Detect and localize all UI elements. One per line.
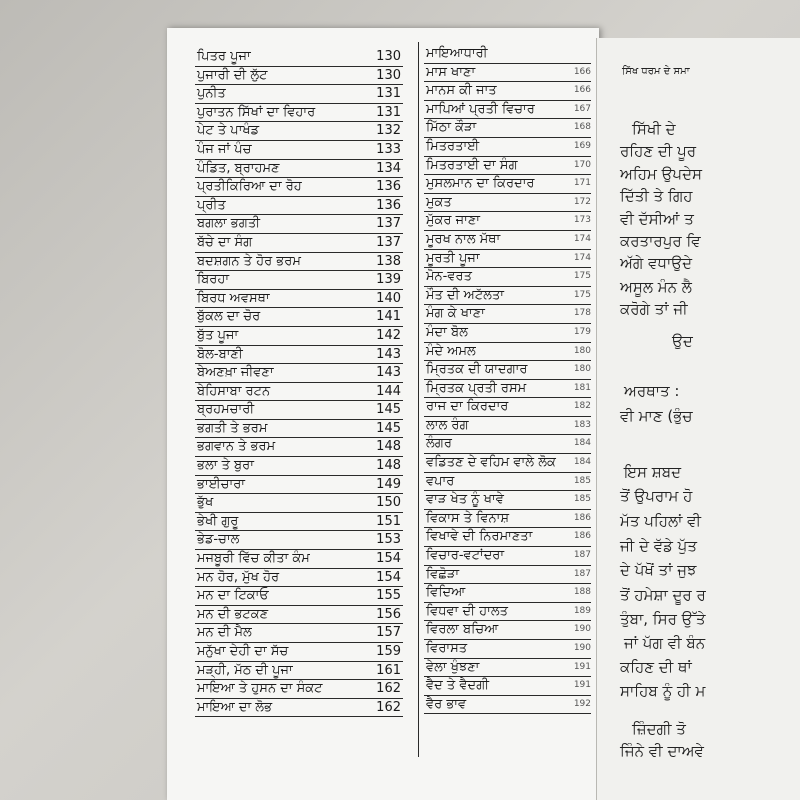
facing-page-line: ਜ਼ਿੰਦਗੀ ਤੋ — [632, 720, 686, 738]
toc-entry-page: 168 — [573, 122, 591, 133]
toc-entry — [424, 157, 591, 176]
toc-entry — [424, 305, 591, 324]
toc-entry — [424, 454, 591, 473]
toc-entry — [195, 253, 403, 272]
toc-entry-page: 150 — [376, 495, 401, 511]
toc-entry-page: 131 — [376, 104, 401, 120]
toc-entry-page: 141 — [376, 309, 401, 325]
toc-entry-title: ਮਾਇਆ ਦਾ ਲੋਭ — [197, 699, 273, 715]
toc-entry-title: ਵਿਕਾਸ ਤੇ ਵਿਨਾਸ਼ — [426, 510, 509, 526]
toc-entry-page: 167 — [573, 103, 591, 114]
toc-entry-page: 136 — [376, 179, 401, 195]
toc-entry-page: 142 — [376, 327, 401, 343]
toc-entry-title: ਮਾਨਸ ਕੀ ਜਾਤ — [426, 83, 497, 99]
toc-entry-page: 143 — [376, 346, 401, 362]
toc-entry — [195, 550, 403, 569]
toc-entry-title: ਵੈਰ ਭਾਵ — [426, 696, 467, 712]
toc-entry-page: 187 — [573, 550, 591, 561]
toc-entry-page: 184 — [573, 438, 591, 449]
toc-entry-title: ਮਾਇਆਧਾਰੀ — [426, 46, 488, 61]
toc-entry-page: 190 — [573, 624, 591, 635]
toc-entry — [424, 175, 591, 194]
toc-entry-title: ਵਿਖਾਵੇ ਦੀ ਨਿਰਮਾਣਤਾ — [426, 529, 533, 545]
toc-entry-title: ਮੋਨ-ਵਰਤ — [426, 269, 472, 285]
toc-entry — [424, 119, 591, 138]
toc-entry-page: 175 — [573, 289, 591, 300]
toc-entry — [424, 640, 591, 659]
toc-entry — [424, 45, 591, 64]
toc-entry-title: ਬੋਲ-ਬਾਣੀ — [197, 346, 243, 362]
toc-entry-title: ਪ੍ਰਤੀਕਿਰਿਆ ਦਾ ਰੋਹ — [197, 179, 302, 195]
toc-entry — [195, 699, 403, 718]
toc-entry-page: 138 — [376, 253, 401, 269]
toc-entry-title: ਮਿਤਰਤਾਈ — [426, 138, 480, 154]
facing-page-line: ਕਹਿਣ ਦੀ ਥਾਂ — [620, 658, 692, 676]
toc-entry-title: ਭਗਵਾਨ ਤੇ ਭਰਮ — [197, 439, 276, 455]
toc-entry-title: ਪੁਨੀਤ — [197, 86, 226, 102]
toc-entry-page: 132 — [376, 123, 401, 139]
toc-entry-title: ਲਾਲ ਰੰਗ — [426, 417, 469, 433]
toc-entry-title: ਭੇਡ-ਚਾਲ — [197, 532, 240, 548]
toc-entry-page: 156 — [376, 606, 401, 622]
toc-entry-page: 143 — [376, 365, 401, 381]
toc-entry-title: ਭਲਾ ਤੇ ਬੁਰਾ — [197, 458, 254, 474]
toc-entry-title: ਵਿਧਵਾ ਦੀ ਹਾਲਤ — [426, 603, 508, 619]
toc-entry — [195, 141, 403, 160]
toc-entry — [195, 438, 403, 457]
toc-entry-page: 169 — [573, 140, 591, 151]
toc-entry-title: ਵਿਰਾਸਤ — [426, 641, 468, 656]
facing-page-line: ਜੀ ਦੇ ਵੱਡੇ ਪੁੱਤ — [620, 537, 697, 555]
toc-entry-title: ਵੇਲਾ ਖੁੰਝਣਾ — [426, 659, 480, 675]
toc-entry-title: ਮ੍ਰਿਤਕ ਦੀ ਯਾਦਗਾਰ — [426, 362, 528, 378]
toc-entry — [195, 160, 403, 179]
toc-entry — [195, 606, 403, 625]
toc-entry-title: ਮਨ ਹੋਰ, ਮੁੱਖ ਹੋਰ — [197, 569, 280, 585]
toc-entry-page: 153 — [376, 532, 401, 548]
toc-entry-page: 137 — [376, 216, 401, 232]
toc-entry — [195, 680, 403, 699]
toc-entry-page: 162 — [376, 681, 401, 697]
toc-entry-page: 137 — [376, 234, 401, 250]
toc-entry — [424, 101, 591, 120]
facing-page-line: ਜਿੰਨੇ ਵੀ ਦਾਅਵੇ — [620, 742, 704, 760]
facing-page-line: ਉਦ — [672, 332, 693, 350]
toc-entry-page: 170 — [573, 159, 591, 170]
facing-page-line: ਸਾਹਿਬ ਨੂੰ ਹੀ ਮ — [620, 682, 706, 700]
toc-entry — [424, 287, 591, 306]
toc-entry — [424, 510, 591, 529]
toc-entry — [424, 138, 591, 157]
toc-entry-title: ਮੁਸਲਮਾਨ ਦਾ ਕਿਰਦਾਰ — [426, 176, 535, 192]
toc-entry — [424, 324, 591, 343]
toc-entry — [424, 268, 591, 287]
toc-entry-page: 133 — [376, 141, 401, 157]
facing-page-line: ਇਸ ਸ਼ਬਦ — [624, 463, 682, 481]
toc-entry-title: ਮਾਸ ਖਾਣਾ — [426, 64, 476, 80]
facing-page-line: ਅਰਥਾਤ : — [624, 382, 680, 400]
toc-entry-title: ਮੰਗ ਕੇ ਖਾਣਾ — [426, 306, 485, 322]
toc-entry — [424, 398, 591, 417]
toc-entry-page: 174 — [573, 252, 591, 263]
toc-entry — [195, 643, 403, 662]
toc-entry — [424, 584, 591, 603]
toc-entry-title: ਵਡਿਤਣ ਦੇ ਵਹਿਮ ਵਾਲੇ ਲੋਕ — [426, 455, 556, 471]
toc-entry — [424, 696, 591, 715]
toc-entry — [195, 364, 403, 383]
toc-entry — [424, 343, 591, 362]
toc-entry-page: 179 — [573, 326, 591, 337]
toc-entry-title: ਮਾਪਿਆਂ ਪ੍ਰਤੀ ਵਿਚਾਰ — [426, 101, 535, 117]
toc-entry — [195, 271, 403, 290]
toc-entry-page: 161 — [376, 662, 401, 678]
toc-entry — [424, 361, 591, 380]
toc-entry-title: ਲੰਗਰ — [426, 436, 452, 452]
toc-entry — [195, 48, 403, 67]
toc-entry — [424, 435, 591, 454]
toc-entry — [195, 197, 403, 216]
running-header: ਸਿੱਖ ਧਰਮ ਦੇ ਸਮਾ — [622, 66, 690, 77]
toc-entry-title: ਮ੍ਰਿਤਕ ਪ੍ਰਤੀ ਰਸਮ — [426, 380, 527, 396]
toc-entry-page: 171 — [573, 178, 591, 189]
toc-entry-page: 144 — [376, 383, 401, 399]
toc-entry — [424, 491, 591, 510]
facing-page-line: ਅੱਗੇ ਵਧਾਉਦੇ — [620, 254, 693, 272]
toc-entry — [424, 528, 591, 547]
toc-entry — [195, 308, 403, 327]
toc-entry-page: 134 — [376, 160, 401, 176]
toc-entry — [424, 194, 591, 213]
toc-entry-page: 139 — [376, 272, 401, 288]
toc-entry-page: 184 — [573, 457, 591, 468]
toc-entry-title: ਪ੍ਰੀਤ — [197, 197, 226, 213]
toc-entry — [195, 494, 403, 513]
toc-entry-title: ਬਦਸ਼ਗਨ ਤੇ ਹੋਰ ਭਰਮ — [197, 253, 301, 269]
facing-page-line: ਵੀ ਮਾਣ (ਭੁੰਚ — [620, 407, 693, 425]
toc-entry-page: 191 — [573, 661, 591, 672]
toc-entry — [195, 624, 403, 643]
toc-entry — [195, 383, 403, 402]
toc-entry-page: 166 — [573, 66, 591, 77]
toc-entry — [195, 587, 403, 606]
facing-page-line: ਤੋਂ ਹਮੇਸ਼ਾ ਦੂਰ ਰ — [620, 586, 706, 604]
toc-entry — [195, 234, 403, 253]
toc-entry — [424, 603, 591, 622]
toc-entry-page: 151 — [376, 513, 401, 529]
toc-entry — [195, 476, 403, 495]
toc-entry-page: 145 — [376, 402, 401, 418]
facing-page-line: ਵੀ ਦੱਸੀਆਂ ਤ — [620, 210, 694, 228]
toc-entry-title: ਵਾੜ ਖੇਤ ਨੂੰ ਖਾਵੇ — [426, 492, 504, 508]
toc-entry-title: ਵਿਰਲਾ ਬਚਿਆ — [426, 622, 499, 638]
toc-entry — [424, 659, 591, 678]
toc-entry — [195, 178, 403, 197]
toc-entry-page: 136 — [376, 197, 401, 213]
toc-entry-page: 155 — [376, 588, 401, 604]
toc-entry-page: 182 — [573, 401, 591, 412]
facing-page-line: ਰਹਿਣ ਦੀ ਪੂਰ — [620, 142, 697, 160]
toc-entry — [424, 621, 591, 640]
toc-entry-title: ਬਗਲਾ ਭਗਤੀ — [197, 216, 261, 232]
toc-entry — [195, 346, 403, 365]
toc-entry — [195, 67, 403, 86]
toc-entry-title: ਮੜ੍ਹੀ, ਮੱਠ ਦੀ ਪੂਜਾ — [197, 662, 293, 678]
toc-entry-title: ਵਪਾਰ — [426, 473, 455, 489]
toc-entry-page: 131 — [376, 86, 401, 102]
toc-entry-page: 130 — [376, 49, 401, 64]
toc-entry-title: ਮਨ ਦੀ ਮੈਲ — [197, 625, 252, 641]
toc-entry-title: ਮਿੱਠਾ ਕੌੜਾ — [426, 120, 477, 136]
toc-entry-title: ਮੰਦੇ ਅਮਲ — [426, 343, 476, 359]
toc-entry — [424, 566, 591, 585]
toc-entry-title: ਪੰਜ ਜਾਂ ਪੰਚ — [197, 141, 252, 157]
toc-entry — [195, 531, 403, 550]
toc-entry — [424, 231, 591, 250]
toc-entry-page: 173 — [573, 215, 591, 226]
toc-entry — [195, 401, 403, 420]
toc-entry-title: ਭਗਤੀ ਤੇ ਭਰਮ — [197, 420, 268, 436]
toc-entry-page: 185 — [573, 494, 591, 505]
toc-entry — [424, 82, 591, 101]
toc-entry-page: 189 — [573, 605, 591, 616]
toc-entry-title: ਬਿਰਧ ਅਵਸਥਾ — [197, 290, 270, 306]
toc-entry-page: 191 — [573, 680, 591, 691]
toc-entry — [195, 327, 403, 346]
toc-entry-page: 183 — [573, 419, 591, 430]
toc-entry-page: 187 — [573, 568, 591, 579]
toc-entry-page: 178 — [573, 308, 591, 319]
toc-entry-page: 154 — [376, 569, 401, 585]
toc-entry-page: 162 — [376, 699, 401, 715]
toc-entry-page: 181 — [573, 382, 591, 393]
toc-entry-title: ਬੱਚੇ ਦਾ ਸੰਗ — [197, 234, 253, 250]
toc-entry-title: ਰਾਜ ਦਾ ਕਿਰਦਾਰ — [426, 399, 509, 415]
toc-entry-title: ਬੇਅਣਖ਼ਾ ਜੀਵਣਾ — [197, 365, 274, 381]
facing-page-line: ਕਰਤਾਰਪੁਰ ਵਿ — [620, 232, 701, 250]
toc-entry — [195, 104, 403, 123]
facing-page-line: ਦੇ ਪੱਖੋਂ ਤਾਂ ਜੁਝ — [620, 561, 697, 579]
toc-entry-title: ਮਨ ਦਾ ਟਿਕਾਓ — [197, 588, 269, 604]
toc-entry — [195, 569, 403, 588]
toc-entry-page: 154 — [376, 551, 401, 567]
toc-entry-page: 175 — [573, 271, 591, 282]
toc-entry — [424, 417, 591, 436]
toc-entry — [195, 513, 403, 532]
toc-entry-title: ਬੁੱਕਲ ਦਾ ਚੋਰ — [197, 309, 261, 325]
toc-entry-title: ਭੇਖੀ ਗੁਰੂ — [197, 513, 239, 529]
toc-entry-title: ਮੂਰਖ ਨਾਲ ਮੱਥਾ — [426, 231, 501, 247]
toc-entry-page: 180 — [573, 364, 591, 375]
facing-page-line: ਤੁੰਬਾ, ਸਿਰ ਉੱਤੇ — [620, 610, 706, 628]
toc-entry-page: 145 — [376, 420, 401, 436]
toc-entry — [195, 420, 403, 439]
toc-entry-title: ਬ੍ਰਹਮਚਾਰੀ — [197, 402, 255, 418]
toc-entry-title: ਮੁੱਕਰ ਜਾਣਾ — [426, 213, 481, 229]
toc-entry-page: 148 — [376, 439, 401, 455]
toc-entry-title: ਬੁੱਤ ਪੂਜਾ — [197, 327, 239, 343]
toc-entry-title: ਵਿਦਿਆ — [426, 585, 466, 601]
toc-entry-title: ਪੁਰਾਤਨ ਸਿੱਖਾਂ ਦਾ ਵਿਹਾਰ — [197, 104, 316, 120]
toc-entry — [424, 380, 591, 399]
toc-entry-page: 185 — [573, 475, 591, 486]
toc-entry-title: ਮਨੁੱਖਾ ਦੇਹੀ ਦਾ ਸੱਚ — [197, 644, 289, 659]
toc-entry-title: ਪੁਜਾਰੀ ਦੀ ਲੁੱਟ — [197, 67, 268, 83]
facing-page-line: ਦਿੱਤੀ ਤੇ ਗਿਹ — [620, 187, 693, 205]
toc-entry-page: 172 — [573, 196, 591, 207]
toc-entry-title: ਪੇਟ ਤੇ ਪਾਖੰਡ — [197, 123, 260, 139]
facing-page-line: ਅਹਿਮ ਉਪਦੇਸ — [620, 165, 703, 183]
facing-page-line: ਜਾਂ ਪੱਗ ਵੀ ਬੰਨ — [624, 634, 706, 652]
toc-entry-title: ਵਿਚਾਰ-ਵਟਾਂਦਰਾ — [426, 548, 505, 564]
toc-entry-title: ਬਿਰਹਾ — [197, 272, 230, 288]
toc-entry-title: ਵਿਛੋੜਾ — [426, 566, 460, 582]
toc-entry-page: 130 — [376, 67, 401, 83]
toc-entry-page: 157 — [376, 625, 401, 641]
toc-entry — [195, 457, 403, 476]
toc-entry-page: 149 — [376, 476, 401, 492]
facing-page-line: ਕਰੋਗੇ ਤਾਂ ਜੀ — [620, 300, 688, 318]
toc-entry-title: ਪੰਡਿਤ, ਬ੍ਰਾਹਮਣ — [197, 160, 280, 176]
toc-entry-page: 166 — [573, 85, 591, 96]
toc-entry — [195, 290, 403, 309]
toc-entry — [424, 250, 591, 269]
toc-entry-page: 180 — [573, 345, 591, 356]
facing-page-line: ਅਸੂਲ ਮੰਨ ਲੈ — [620, 278, 692, 296]
toc-entry — [195, 122, 403, 141]
toc-entry — [424, 212, 591, 231]
toc-entry-title: ਪਿਤਰ ਪੂਜਾ — [197, 49, 251, 64]
toc-entry-title: ਮਾਇਆ ਤੇ ਹੁਸਨ ਦਾ ਸੰਕਟ — [197, 681, 323, 697]
toc-entry-title: ਮੁਕਤ — [426, 194, 452, 210]
facing-page-line: ਮੱਤ ਪਹਿਲਾਂ ਵੀ — [620, 512, 702, 530]
toc-entry — [424, 473, 591, 492]
toc-entry-page: 192 — [573, 698, 591, 709]
toc-entry-title: ਭੁੱਖ — [197, 495, 214, 511]
toc-entry-page: 186 — [573, 512, 591, 523]
toc-entry — [195, 85, 403, 104]
facing-page-line: ਤੋਂ ਉਪਰਾਮ ਹੋ — [620, 487, 693, 505]
facing-page-line: ਸਿੱਖੀ ਦੇ — [632, 120, 676, 138]
toc-entry-title: ਮੰਦਾ ਬੋਲ — [426, 324, 468, 340]
toc-entry-page: 188 — [573, 587, 591, 598]
toc-entry-title: ਮਨ ਦੀ ਭਟਕਣ — [197, 606, 269, 622]
column-separator — [418, 42, 419, 757]
toc-entry-title: ਵੈਦ ਤੇ ਵੈਦਗੀ — [426, 678, 490, 694]
toc-entry-page: 186 — [573, 531, 591, 542]
toc-entry — [424, 677, 591, 696]
toc-entry-title: ਬੇਹਿਸਾਬਾ ਰਟਨ — [197, 383, 271, 399]
toc-entry-title: ਮਜਬੂਰੀ ਵਿੱਚ ਕੀਤਾ ਕੰਮ — [197, 551, 310, 567]
toc-entry-title: ਮੌਤ ਦੀ ਅਟੱਲਤਾ — [426, 287, 504, 303]
toc-entry — [424, 64, 591, 83]
toc-entry-title: ਭਾਈਚਾਰਾ — [197, 476, 246, 492]
toc-entry — [195, 662, 403, 681]
toc-entry-page: 174 — [573, 233, 591, 244]
toc-entry-page: 159 — [376, 644, 401, 659]
toc-column-left — [195, 48, 403, 717]
toc-entry-page: 190 — [573, 643, 591, 653]
toc-column-right — [424, 45, 591, 714]
toc-entry-page: 140 — [376, 290, 401, 306]
toc-entry — [424, 547, 591, 566]
toc-entry — [195, 215, 403, 234]
toc-entry-page: 148 — [376, 458, 401, 474]
toc-entry-title: ਮੂਰਤੀ ਪੂਜਾ — [426, 250, 480, 266]
toc-entry-title: ਮਿਤਰਤਾਈ ਦਾ ਸੰਗ — [426, 157, 518, 173]
